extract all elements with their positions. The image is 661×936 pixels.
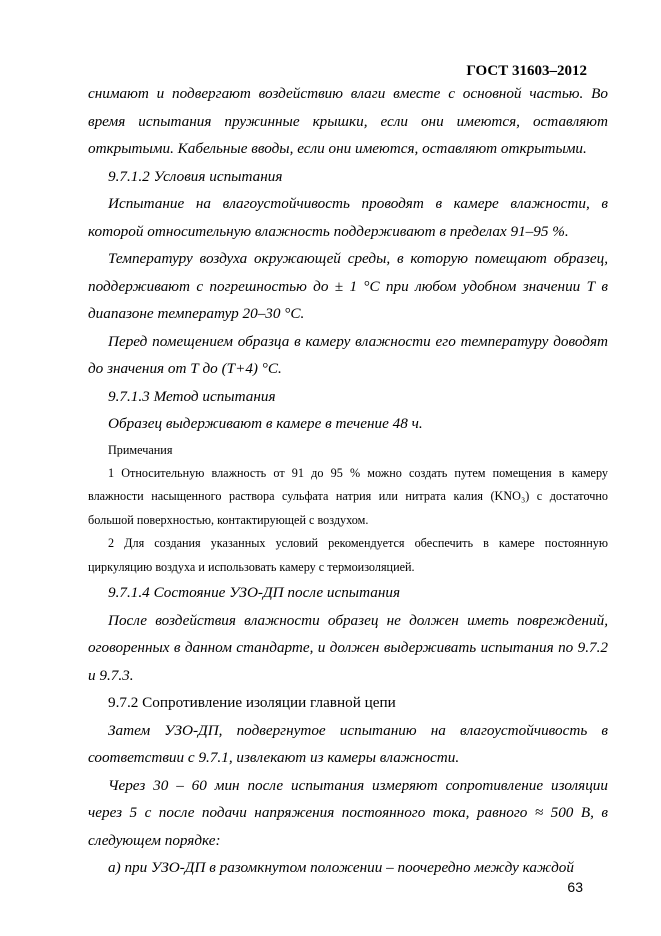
paragraph: После воздействия влажности образец не должен иметь повреждений, оговоренных в данном стандарте, и должен выдерживать испытания по 9.7.2 и 9.7.3. — [88, 611, 608, 684]
paragraph: Температуру воздуха окружающей среды, в которую помещают образец, поддерживают с погрешностью до ± 1 °С при любом удобном значении Т в диапазоне температур 20–30 °С. — [88, 250, 608, 322]
notes-title: Примечания — [108, 442, 173, 457]
section-heading-9-7-2: 9.7.2 Сопротивление изоляции главной цепи — [108, 694, 396, 711]
paragraph: Испытание на влагоустойчивость проводят в камере влажности, в которой относительную влажность поддерживают в пределах 91–95 %. — [88, 195, 608, 240]
paragraph: Перед помещением образца в камеру влажности его температуру доводят до значения от Т до (Т+4) °С. — [88, 332, 608, 377]
paragraph: Через 30 – 60 мин после испытания измеряют сопротивление изоляции через 5 с после подачи напряжения постоянного тока, равного ≈ 500 В, в следующем порядке: — [88, 776, 608, 849]
section-heading-9-7-1-2: 9.7.1.2 Условия испытания — [108, 167, 283, 185]
note-2: 2 Для создания указанных условий рекомендуется обеспечить в камере постоянную циркуляцию воздуха и использовать камеру с термоизоляцией. — [88, 536, 608, 574]
note-1: 1 Относительную влажность от 91 до 95 % можно создать путем помещения в камеру влажности насыщенного раствора сульфата натрия или нитрата калия (KNO₃) с достаточно большой поверхностью, контактирующей с воздухом. — [88, 465, 608, 527]
page-number: 63 — [567, 879, 583, 895]
paragraph: а) при УЗО-ДП в разомкнутом положении – поочередно между каждой — [108, 859, 574, 876]
document-header-standard: ГОСТ 31603–2012 — [466, 63, 587, 79]
document-body — [88, 80, 608, 882]
paragraph: Образец выдерживают в камере в течение 48 ч. — [108, 415, 423, 432]
section-heading-9-7-1-3: 9.7.1.3 Метод испытания — [108, 387, 276, 405]
paragraph: Затем УЗО-ДП, подвергнутое испытанию на влагоустойчивость в соответствии с 9.7.1, извлекают из камеры влажности. — [88, 721, 608, 766]
section-heading-9-7-1-4: 9.7.1.4 Состояние УЗО-ДП после испытания — [108, 584, 401, 601]
paragraph-continuation: снимают и подвергают воздействию влаги вместе с основной частью. Во время испытания пружинные крышки, если они имеются, оставляют открытыми. Кабельные вводы, если они имеются, оставляют открытыми. — [88, 85, 608, 157]
